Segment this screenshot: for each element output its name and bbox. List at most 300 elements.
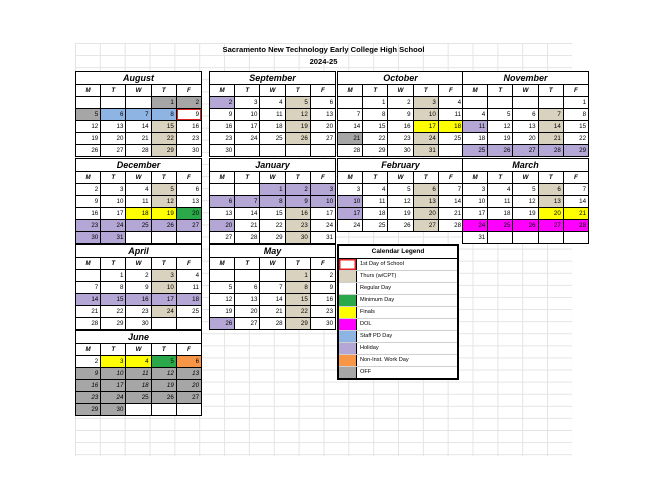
day-cell [488, 97, 513, 108]
day-cell: 22 [101, 306, 126, 317]
legend-label: Holiday [360, 345, 379, 351]
day-cell: 23 [192, 135, 200, 142]
day-cell: 25 [126, 220, 151, 231]
day-cell: 7 [260, 282, 285, 293]
day-cell: 14 [76, 294, 101, 305]
day-cell: 16 [126, 294, 151, 305]
day-cell: 5 [286, 97, 311, 108]
day-cell: 23 [210, 133, 235, 144]
day-cell: 20 [539, 208, 564, 219]
day-cell: 1 [363, 97, 388, 108]
day-cell: 27 [101, 145, 126, 156]
week-row [76, 232, 201, 243]
day-cell: 8 [152, 109, 177, 120]
day-cell: 27 [177, 392, 201, 403]
day-cell: 6 [414, 184, 439, 195]
weekday-header [210, 85, 335, 97]
day-cell: 4 [488, 184, 513, 195]
day-cell: 19 [286, 121, 311, 132]
week-row [338, 133, 463, 145]
day-cell: 8 [101, 282, 126, 293]
day-cell: 16 [388, 121, 413, 132]
legend-swatch [339, 343, 357, 354]
day-cell: 1 [101, 270, 126, 281]
day-cell: 16 [210, 121, 235, 132]
day-cell: 14 [579, 198, 587, 205]
day-cell: 19 [513, 208, 538, 219]
month-name: April [76, 245, 201, 258]
day-cell: 11 [454, 111, 462, 118]
day-cell: 9 [76, 368, 101, 379]
day-cell: 11 [363, 196, 388, 207]
day-cell: 15 [286, 294, 311, 305]
day-cell: 31 [326, 234, 334, 241]
day-cell: 25 [192, 308, 200, 315]
weekday-label: M [463, 172, 488, 183]
day-cell: 9 [126, 282, 151, 293]
day-cell: 7 [539, 109, 564, 120]
day-cell: 3 [101, 184, 126, 195]
month-march [462, 158, 589, 244]
day-cell: 22 [286, 306, 311, 317]
day-cell: 30 [210, 145, 235, 156]
day-cell: 25 [488, 220, 513, 231]
weekday-header [210, 172, 335, 184]
day-cell: 3 [235, 97, 260, 108]
day-cell [177, 318, 201, 329]
weekday-label: W [513, 85, 538, 96]
month-january [209, 158, 336, 244]
weekday-label: T [363, 172, 388, 183]
day-cell: 30 [76, 232, 101, 243]
day-cell: 25 [363, 220, 388, 231]
weekday-label: W [126, 344, 151, 355]
day-cell: 23 [326, 308, 334, 315]
day-cell: 9 [329, 284, 334, 291]
day-cell: 16 [326, 296, 334, 303]
day-cell: 20 [326, 123, 334, 130]
day-cell: 21 [338, 133, 363, 144]
day-cell: 8 [286, 282, 311, 293]
day-cell: 23 [286, 220, 311, 231]
weekday-label: T [286, 172, 311, 183]
day-cell: 21 [76, 306, 101, 317]
day-cell: 1 [286, 270, 311, 281]
day-cell: 13 [177, 368, 201, 379]
week-row [76, 282, 201, 294]
day-cell: 29 [76, 404, 101, 415]
day-cell: 17 [326, 210, 334, 217]
day-cell: 18 [363, 208, 388, 219]
legend-label: Thurs (w/CPT) [360, 273, 397, 279]
day-cell: 26 [210, 318, 235, 329]
day-cell: 29 [564, 145, 588, 156]
day-cell: 29 [101, 318, 126, 329]
day-cell: 13 [235, 294, 260, 305]
day-cell [101, 97, 126, 108]
legend-label: Staff PD Day [360, 333, 393, 339]
legend-label: 1st Day of School [360, 261, 404, 267]
day-cell: 5 [152, 356, 177, 367]
month-april [75, 244, 202, 330]
day-cell: 14 [539, 121, 564, 132]
day-cell: 16 [286, 208, 311, 219]
day-cell: 1 [260, 184, 285, 195]
day-cell [463, 97, 488, 108]
weekday-label: F [449, 87, 453, 94]
month-name: November [463, 72, 588, 85]
day-cell: 5 [513, 184, 538, 195]
day-cell: 21 [235, 220, 260, 231]
day-cell: 22 [152, 133, 177, 144]
weekday-label: T [152, 172, 177, 183]
day-cell: 11 [126, 196, 151, 207]
day-cell: 20 [177, 208, 201, 219]
day-cell: 9 [388, 109, 413, 120]
day-cell: 23 [388, 133, 413, 144]
day-cell: 10 [101, 368, 126, 379]
weekday-label: M [338, 172, 363, 183]
day-cell: 14 [338, 121, 363, 132]
weekday-label: W [388, 172, 413, 183]
day-cell: 13 [101, 121, 126, 132]
legend-swatch [339, 271, 357, 282]
day-cell: 15 [101, 294, 126, 305]
month-name: May [210, 245, 335, 258]
day-cell: 6 [235, 282, 260, 293]
day-cell: 24 [152, 306, 177, 317]
day-cell: 27 [414, 220, 439, 231]
day-cell: 18 [439, 121, 463, 132]
school-year: 2024-25 [309, 57, 338, 66]
week-row [463, 184, 588, 196]
legend-label: Finals [360, 309, 375, 315]
legend-title: Calendar Legend [339, 246, 457, 259]
day-cell: 24 [414, 133, 439, 144]
day-cell: 30 [286, 232, 311, 243]
day-cell [235, 270, 260, 281]
day-cell: 7 [338, 109, 363, 120]
weekday-label: M [210, 258, 235, 269]
day-cell [177, 404, 201, 415]
weekday-label: F [187, 174, 191, 181]
day-cell: 14 [260, 294, 285, 305]
weekday-label: T [488, 85, 513, 96]
day-cell: 31 [414, 145, 439, 156]
day-cell: 16 [76, 208, 101, 219]
day-cell [311, 145, 335, 156]
day-cell: 12 [513, 196, 538, 207]
day-cell: 17 [414, 121, 439, 132]
day-cell: 26 [513, 220, 538, 231]
week-row [463, 232, 588, 243]
day-cell [152, 232, 177, 243]
day-cell: 4 [195, 272, 200, 279]
weekday-label: F [321, 87, 325, 94]
legend-label: Non-Inst. Work Day [360, 357, 409, 363]
day-cell [152, 404, 177, 415]
day-cell: 10 [152, 282, 177, 293]
legend-swatch [339, 367, 357, 378]
weekday-header [463, 85, 588, 97]
day-cell: 11 [260, 109, 285, 120]
month-may [209, 244, 336, 330]
day-cell: 13 [192, 198, 200, 205]
weekday-label: T [101, 85, 126, 96]
week-row [463, 196, 588, 208]
day-cell: 6 [513, 109, 538, 120]
legend-swatch [339, 319, 357, 330]
day-cell [76, 97, 101, 108]
day-cell: 11 [463, 121, 488, 132]
day-cell: 22 [260, 220, 285, 231]
day-cell: 6 [101, 109, 126, 120]
day-cell: 18 [126, 380, 151, 391]
week-row [76, 380, 201, 392]
day-cell: 12 [76, 121, 101, 132]
day-cell: 31 [463, 232, 488, 243]
day-cell [286, 145, 311, 156]
weekday-label: M [338, 85, 363, 96]
day-cell: 3 [338, 184, 363, 195]
weekday-label: T [414, 85, 439, 96]
month-august [75, 71, 202, 157]
day-cell: 10 [414, 109, 439, 120]
day-cell: 15 [260, 208, 285, 219]
day-cell: 21 [564, 208, 588, 219]
weekday-label: F [321, 174, 325, 181]
week-row [210, 232, 335, 243]
week-row [338, 220, 463, 231]
week-row [338, 121, 463, 133]
day-cell: 8 [363, 109, 388, 120]
weekday-label: T [152, 85, 177, 96]
day-cell: 24 [101, 220, 126, 231]
day-cell: 21 [454, 210, 462, 217]
day-cell: 13 [326, 111, 334, 118]
day-cell [210, 184, 235, 195]
day-cell: 25 [463, 145, 488, 156]
weekday-label: M [76, 344, 101, 355]
day-cell: 10 [235, 109, 260, 120]
day-cell [338, 97, 363, 108]
weekday-label: T [286, 85, 311, 96]
month-name: September [210, 72, 335, 85]
day-cell: 25 [126, 392, 151, 403]
week-row [76, 294, 201, 306]
day-cell [260, 270, 285, 281]
day-cell: 14 [126, 121, 151, 132]
month-name: October [338, 72, 463, 85]
week-row [76, 208, 201, 220]
day-cell: 2 [126, 270, 151, 281]
day-cell: 24 [463, 220, 488, 231]
day-cell: 29 [152, 145, 177, 156]
day-cell [564, 232, 588, 243]
month-february [337, 158, 464, 232]
month-june [75, 330, 202, 416]
week-row [463, 220, 588, 232]
day-cell: 18 [177, 294, 201, 305]
week-row [76, 306, 201, 318]
day-cell: 5 [488, 109, 513, 120]
day-cell: 1 [582, 99, 587, 106]
week-row [76, 133, 201, 145]
week-row [210, 318, 335, 329]
week-row [210, 196, 335, 208]
day-cell: 27 [326, 135, 334, 142]
day-cell: 17 [152, 294, 177, 305]
weekday-label: W [126, 172, 151, 183]
day-cell: 27 [539, 220, 564, 231]
month-name: June [76, 331, 201, 344]
weekday-label: T [235, 172, 260, 183]
day-cell: 28 [260, 318, 285, 329]
day-cell: 3 [311, 184, 335, 195]
month-name: March [463, 159, 588, 172]
day-cell: 12 [286, 109, 311, 120]
week-row [210, 220, 335, 232]
weekday-label: M [210, 85, 235, 96]
day-cell: 17 [235, 121, 260, 132]
day-cell: 21 [126, 133, 151, 144]
day-cell: 29 [286, 318, 311, 329]
weekday-label: T [235, 258, 260, 269]
weekday-label: W [260, 172, 285, 183]
day-cell: 25 [260, 133, 285, 144]
legend-item-noninst [339, 355, 457, 367]
day-cell: 9 [286, 196, 311, 207]
weekday-label: W [260, 258, 285, 269]
day-cell: 3 [463, 184, 488, 195]
weekday-label: T [286, 258, 311, 269]
day-cell: 26 [488, 145, 513, 156]
day-cell: 10 [463, 196, 488, 207]
weekday-label: F [187, 260, 191, 267]
day-cell: 16 [192, 123, 200, 130]
weekday-label: T [101, 258, 126, 269]
day-cell: 20 [414, 208, 439, 219]
week-row [210, 184, 335, 196]
week-row [210, 270, 335, 282]
day-cell [539, 97, 564, 108]
day-cell [513, 97, 538, 108]
weekday-label: F [321, 260, 325, 267]
weekday-label: W [260, 85, 285, 96]
day-cell: 20 [235, 306, 260, 317]
day-cell: 19 [152, 208, 177, 219]
day-cell: 31 [101, 232, 126, 243]
day-cell: 6 [329, 99, 334, 106]
legend-item-first [339, 259, 457, 271]
weekday-label: F [187, 87, 191, 94]
weekday-label: M [76, 172, 101, 183]
legend-swatch [339, 259, 357, 270]
day-cell [177, 232, 201, 243]
day-cell: 14 [454, 198, 462, 205]
legend-swatch [339, 331, 357, 342]
day-cell: 7 [457, 186, 462, 193]
weekday-label: M [76, 85, 101, 96]
day-cell: 18 [463, 133, 488, 144]
week-row [338, 208, 463, 220]
day-cell: 2 [388, 97, 413, 108]
day-cell: 2 [286, 184, 311, 195]
day-cell: 29 [363, 145, 388, 156]
week-row [463, 133, 588, 145]
weekday-label: T [235, 85, 260, 96]
weekday-label: M [463, 85, 488, 96]
day-cell: 4 [363, 184, 388, 195]
weekday-label: T [414, 172, 439, 183]
day-cell: 18 [488, 208, 513, 219]
day-cell: 28 [235, 232, 260, 243]
day-cell: 17 [463, 208, 488, 219]
day-cell: 15 [363, 121, 388, 132]
legend-label: Minimum Day [360, 297, 395, 303]
day-cell: 12 [388, 196, 413, 207]
day-cell: 20 [101, 133, 126, 144]
day-cell: 1 [152, 97, 177, 108]
day-cell: 30 [388, 145, 413, 156]
day-cell: 30 [101, 404, 126, 415]
week-row [210, 282, 335, 294]
day-cell: 4 [463, 109, 488, 120]
day-cell: 12 [152, 368, 177, 379]
day-cell: 26 [152, 392, 177, 403]
week-row [210, 97, 335, 109]
legend-item-finals [339, 307, 457, 319]
month-december [75, 158, 202, 244]
day-cell: 20 [210, 220, 235, 231]
day-cell: 6 [177, 356, 201, 367]
day-cell: 22 [579, 135, 587, 142]
week-row [338, 184, 463, 196]
legend-label: DOL [360, 321, 372, 327]
day-cell: 11 [488, 196, 513, 207]
day-cell: 6 [539, 184, 564, 195]
day-cell: 10 [311, 196, 335, 207]
day-cell: 5 [388, 184, 413, 195]
day-cell [210, 270, 235, 281]
day-cell: 19 [488, 133, 513, 144]
day-cell: 5 [152, 184, 177, 195]
day-cell: 2 [210, 97, 235, 108]
weekday-header [76, 344, 201, 356]
legend-swatch [339, 295, 357, 306]
weekday-label: T [101, 344, 126, 355]
school-title: Sacramento New Technology Early College High School [222, 45, 425, 54]
weekday-label: T [152, 344, 177, 355]
legend-item-regular [339, 283, 457, 295]
day-cell: 3 [101, 356, 126, 367]
day-cell: 28 [454, 222, 462, 229]
day-cell: 24 [101, 392, 126, 403]
day-cell: 4 [457, 99, 462, 106]
legend-item-off [339, 367, 457, 378]
day-cell: 3 [414, 97, 439, 108]
day-cell: 11 [192, 284, 200, 291]
day-cell: 22 [363, 133, 388, 144]
day-cell: 10 [101, 196, 126, 207]
day-cell: 24 [235, 133, 260, 144]
weekday-label: T [539, 172, 564, 183]
day-cell [126, 232, 151, 243]
day-cell: 12 [488, 121, 513, 132]
weekday-label: F [187, 346, 191, 353]
day-cell: 30 [192, 147, 200, 154]
day-cell: 23 [126, 306, 151, 317]
